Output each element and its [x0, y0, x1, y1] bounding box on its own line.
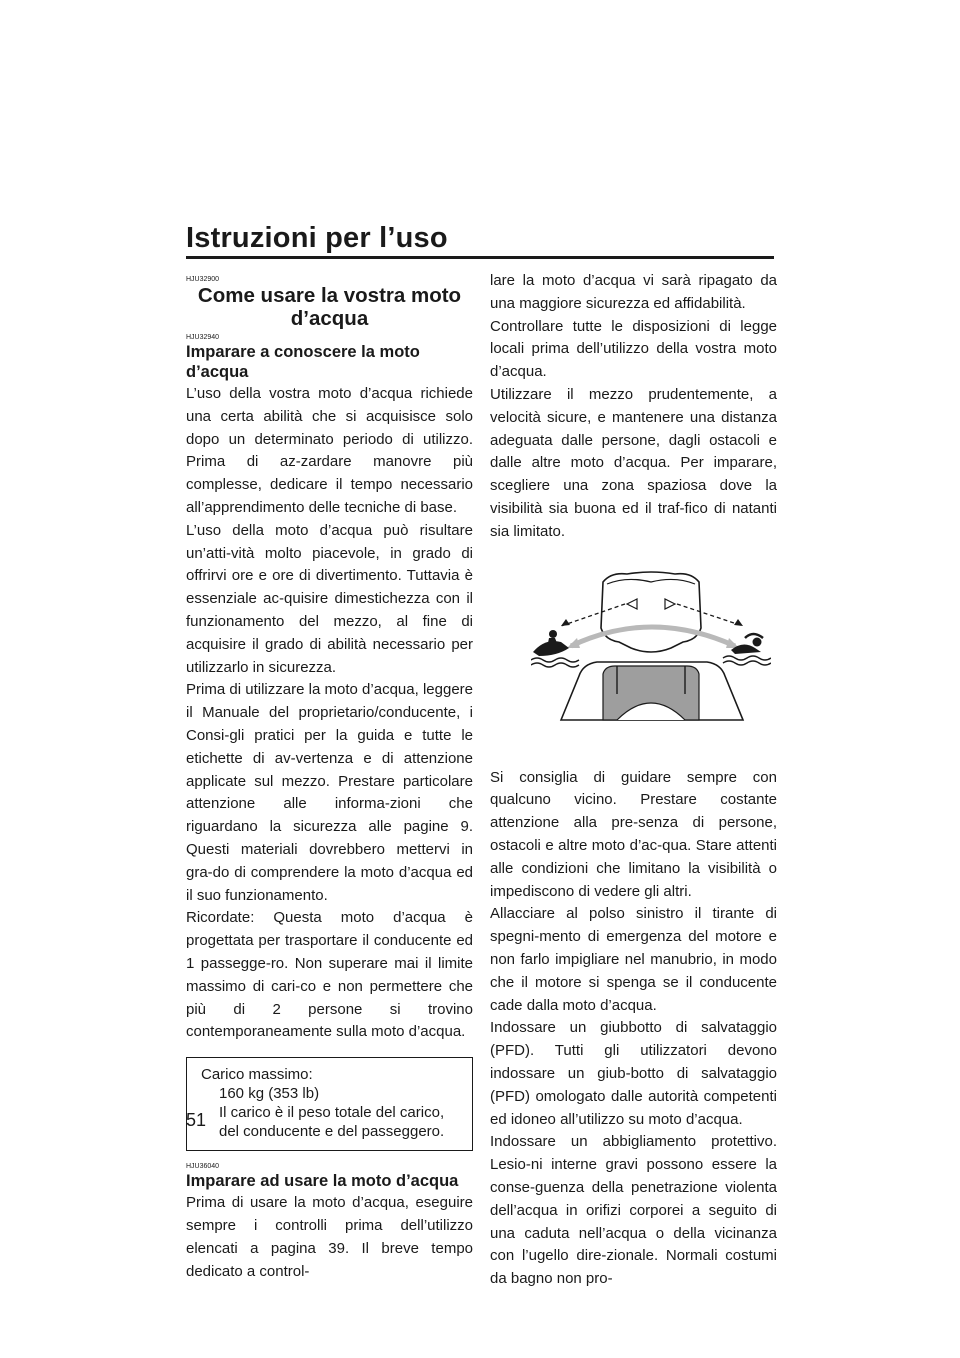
paragraph: L’uso della vostra moto d’acqua richiede una certa abilità che si acquisisce solo dopo un determinato periodo di utilizzo. Prima di az-zardare manovre più complesse, dedicare il tempo necessario all’apprendimento delle tecniche di base.: [186, 385, 473, 516]
subheading-get-to-know: Imparare a conoscere la moto d’acqua: [186, 343, 420, 381]
header-rule: [186, 256, 774, 259]
section-code: HJU32900: [186, 276, 220, 283]
subsection-code: HJU36040: [186, 1163, 220, 1171]
paragraph: lare la moto d’acqua vi sarà ripagato da una maggiore sicurezza ed affidabilità.: [490, 272, 777, 312]
page-header-title: Istruzioni per l’uso: [186, 222, 448, 254]
subheading-learn-to-ride: Imparare ad usare la moto d’acqua: [186, 1172, 459, 1191]
paragraph: Utilizzare il mezzo prudentemente, a velocità sicure, e mantenere una distanza adeguata dalle persone, dagli ostacoli e dalle altre moto d’acqua. Per imparare, scegliere una zona spaziosa dove la visibilità sia buona ed il traf-fico di natanti sia limitato.: [490, 385, 777, 540]
paragraph: Prima di utilizzare la moto d’acqua, leggere il Manuale del proprietario/conducente, i Consi-gli pratici per la guida e tutte le etichette di av-vertenza e di attenzione applicate sul mezzo. Prestare particolare attenzione alle informa-zioni che riguardano la sicurezza alle pagine 9. Questi materiali dovrebbero mettervi in gra-do di comprendere la moto d’acqua ed il suo funzionamento.: [186, 681, 473, 904]
section-title-line1: Come usare la vostra moto: [197, 284, 462, 307]
paragraph: Ricordate: Questa moto d’acqua è progettata per trasportare il conducente ed 1 passegge-ro. Non superare mai il limite massimo di cari-co e non permettere che più di 2 persone si trovino contemporaneamente sulla moto d’acqua.: [186, 909, 473, 1041]
max-load-note: Il carico è il peso totale del carico, del conducente e del passeggero.: [219, 1104, 445, 1141]
right-column: [490, 270, 777, 1291]
visibility-illustration: [531, 568, 771, 724]
subsection-code: HJU32940: [186, 334, 220, 341]
section-title: [186, 284, 473, 330]
paragraph: Indossare un abbigliamento protettivo. Lesio-ni interne gravi possono essere la conse-guenza della penetrazione violenta dell’acqua in orifizi corporei a seguito di una caduta nell’acqua o della vicinanza con l’ugello dire-zionale. Normali costumi da bagno non pro-: [490, 1133, 777, 1288]
paragraph: Controllare tutte le disposizioni di legge locali prima dell’utilizzo della vostra moto d’acqua.: [490, 317, 777, 381]
paragraph: Indossare un giubbotto di salvataggio (PFD). Tutti gli utilizzatori devono indossare un giub-botto di salvataggio (PFD) omologato dalle autorità competenti ed idoneo all’utilizzo su moto d’acqua.: [490, 1019, 777, 1128]
max-load-box: [186, 1057, 473, 1151]
paragraph: Allacciare al polso sinistro il tirante di spegni-mento di emergenza del motore e non farlo impigliare nel manubrio, in modo che il motore si spenga se il conducente cade dalla moto d’acqua.: [490, 905, 777, 1014]
paragraph: Si consiglia di guidare sempre con qualcuno vicino. Prestare costante attenzione alla pre-senza di persone, ostacoli e altre moto d’ac-qua. Stare attenti alle condizioni che limitano la visibilità o impediscono di vedere gli altri.: [490, 768, 777, 900]
max-load-value: 160 kg (353 lb): [219, 1085, 320, 1103]
left-column: [186, 276, 473, 1283]
max-load-title: Carico massimo:: [201, 1066, 313, 1084]
page-number: 51: [186, 1110, 207, 1130]
paragraph: Prima di usare la moto d’acqua, eseguire sempre i controlli prima dell’utilizzo elencati a pagina 39. Il breve tempo dedicato a control-: [186, 1194, 473, 1280]
section-title-line2: d’acqua: [290, 307, 369, 330]
paragraph: L’uso della moto d’acqua può risultare un’atti-vità molto piacevole, in grado di offrirvi ore e ore di divertimento. Tuttavia è essenziale ac-quisire dimestichezza con il funzionamento del mezzo, al fine di acquisire il grado di abilità necessario per utilizzarlo in sicurezza.: [186, 521, 473, 676]
